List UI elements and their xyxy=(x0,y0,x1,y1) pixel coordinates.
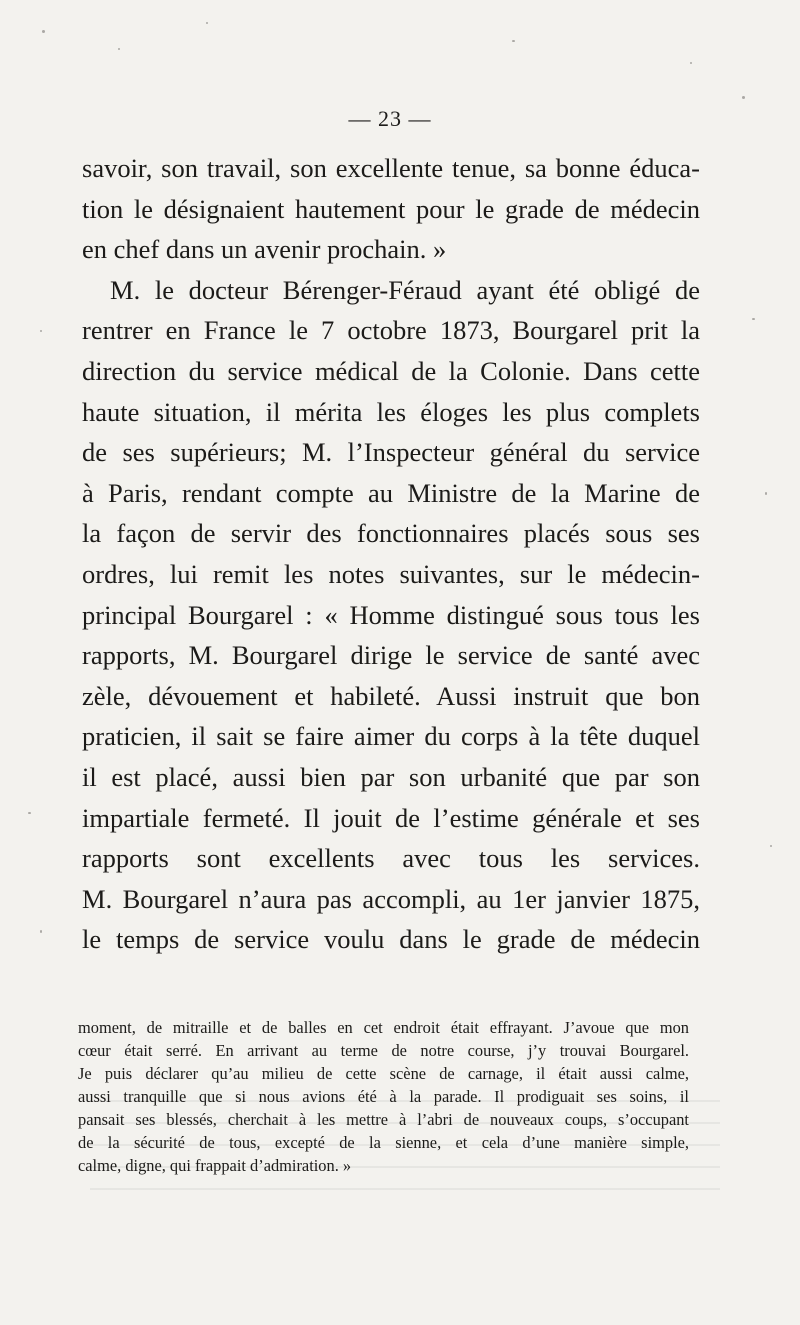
footnote-line: calme, digne, qui frappait d’admiration. » xyxy=(78,1156,352,1175)
body-line: de ses supérieurs; M. l’Inspecteur général du service xyxy=(82,437,700,468)
body-line: rapports, M. Bourgarel dirige le service de santé avec xyxy=(82,640,700,671)
footnote-line: de la sécurité de tous, excepté de la sienne, et cela d’une manière simple, xyxy=(78,1133,689,1152)
body-line: principal Bourgarel : « Homme distingué sous tous les xyxy=(82,599,700,630)
body-line: direction du service médical de la Colonie. Dans cette xyxy=(82,355,700,386)
body-line: en chef dans un avenir prochain. » xyxy=(82,234,447,265)
body-line: il est placé, aussi bien par son urbanité que par son xyxy=(82,761,700,792)
scan-speck xyxy=(770,845,772,847)
body-line: rapports sont excellents avec tous les services. xyxy=(82,843,700,874)
body-line: impartiale fermeté. Il jouit de l’estime générale et ses xyxy=(82,802,700,833)
scan-speck xyxy=(752,318,755,320)
scan-speck xyxy=(28,812,31,814)
body-line: praticien, il sait se faire aimer du corps à la tête duquel xyxy=(82,721,700,752)
scan-speck xyxy=(206,22,208,24)
footnote-line: aussi tranquille que si nous avions été à la parade. Il prodiguait ses soins, il xyxy=(78,1087,689,1106)
body-line: la façon de servir des fonctionnaires placés sous ses xyxy=(82,518,700,549)
page-number: — 23 — xyxy=(348,106,432,131)
footnote-line: pansait ses blessés, cherchait à les mettre à l’abri de nouveaux coups, s’occupant xyxy=(78,1110,689,1129)
body-line: à Paris, rendant compte au Ministre de la Marine de xyxy=(82,477,700,508)
scan-speck xyxy=(765,492,767,495)
footnote-line: moment, de mitraille et de balles en cet endroit était effrayant. J’avoue que mon xyxy=(78,1018,689,1037)
scan-speck xyxy=(742,96,745,99)
scan-speck xyxy=(40,330,42,332)
body-line: savoir, son travail, son excellente tenue, sa bonne éduca- xyxy=(82,153,700,183)
body-line: M. Bourgarel n’aura pas accompli, au 1er janvier 1875, xyxy=(82,883,700,914)
scan-speck xyxy=(512,40,515,42)
scan-speck xyxy=(42,30,45,33)
scan-speck xyxy=(40,930,42,933)
body-line: rentrer en France le 7 octobre 1873, Bourgarel prit la xyxy=(82,315,700,346)
body-line: tion le désignaient hautement pour le grade de médecin xyxy=(82,193,700,224)
body-line: M. le docteur Bérenger-Féraud ayant été obligé de xyxy=(110,274,700,305)
body-text xyxy=(82,148,700,960)
footnote-line: cœur était serré. En arrivant au terme de notre course, j’y trouvai Bourgarel. xyxy=(78,1041,689,1060)
body-line: le temps de service voulu dans le grade de médecin xyxy=(82,924,700,955)
footnote-line: Je puis déclarer qu’au milieu de cette scène de carnage, il était aussi calme, xyxy=(78,1064,689,1083)
scan-speck xyxy=(690,62,692,64)
body-line: zèle, dévouement et habileté. Aussi instruit que bon xyxy=(82,680,700,711)
body-line: haute situation, il mérita les éloges les plus complets xyxy=(82,396,700,427)
body-line: ordres, lui remit les notes suivantes, sur le médecin- xyxy=(82,558,700,589)
footnote xyxy=(78,1016,689,1177)
scan-speck xyxy=(118,48,120,50)
